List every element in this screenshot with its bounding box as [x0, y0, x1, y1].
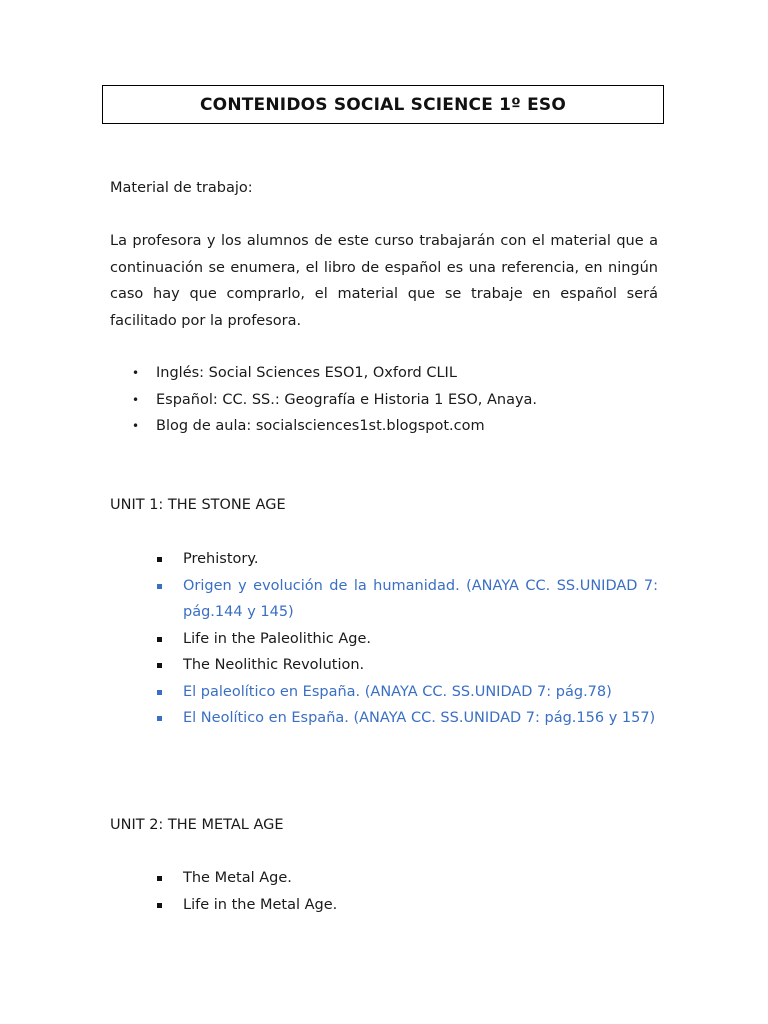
unit-2-topic: [110, 865, 658, 892]
materials-list-item: [110, 360, 658, 387]
unit-1-topic: [110, 546, 658, 573]
unit-1-topic: [110, 626, 658, 653]
unit-1-topic: [110, 652, 658, 679]
document-title: CONTENIDOS SOCIAL SCIENCE 1º ESO: [200, 94, 566, 115]
bullet-dot-icon: •: [132, 419, 140, 433]
materials-list: [110, 360, 658, 440]
bullet-square-icon: [157, 584, 162, 589]
unit-1-topic: [110, 679, 658, 706]
intro-paragraph: La profesora y los alumnos de este curso trabajarán con el material que a continuación se enumera, el libro de español es una referencia, en ningún caso hay que comprarlo, el material que se trabaje en español será facilitado por la profesora.: [110, 233, 658, 329]
materials-item-text: Inglés: Social Sciences ESO1, Oxford CLIL: [156, 365, 457, 381]
bullet-square-icon: [157, 903, 162, 908]
materials-list-item: [110, 413, 658, 440]
title-box: [102, 85, 664, 124]
unit-2-topic: [110, 892, 658, 919]
unit-2-topic-list: [110, 865, 658, 918]
topic-text: El paleolítico en España. (ANAYA CC. SS.UNIDAD 7: pág.78): [183, 683, 612, 700]
bullet-square-icon: [157, 876, 162, 881]
topic-text: Prehistory.: [183, 551, 259, 567]
intro-label: Material de trabajo:: [110, 180, 253, 196]
bullet-dot-icon: •: [132, 366, 140, 380]
bullet-square-icon: [157, 663, 162, 668]
topic-text: El Neolítico en España. (ANAYA CC. SS.UNIDAD 7: pág.156 y 157): [183, 710, 656, 726]
unit-1-topic: [110, 705, 658, 732]
bullet-square-icon: [157, 690, 162, 695]
topic-text: The Neolithic Revolution.: [183, 657, 365, 673]
materials-item-text: Español: CC. SS.: Geografía e Historia 1 ESO, Anaya.: [156, 391, 538, 408]
materials-item-text: Blog de aula: socialsciences1st.blogspot.com: [156, 418, 485, 434]
topic-text: Life in the Paleolithic Age.: [183, 630, 371, 647]
bullet-square-icon: [157, 557, 162, 562]
bullet-square-icon: [157, 716, 162, 721]
unit-2-heading: UNIT 2: THE METAL AGE: [110, 817, 284, 833]
bullet-square-icon: [157, 637, 162, 642]
topic-text: Life in the Metal Age.: [183, 896, 338, 913]
bullet-dot-icon: •: [132, 392, 140, 407]
unit-1-topic: [110, 573, 658, 626]
unit-1-heading: UNIT 1: THE STONE AGE: [110, 497, 286, 513]
topic-text: Origen y evolución de la humanidad. (ANAYA CC. SS.UNIDAD 7: pág.144 y 145): [183, 577, 658, 620]
topic-text: The Metal Age.: [183, 870, 292, 886]
unit-1-topic-list: [110, 546, 658, 732]
materials-list-item: [110, 387, 658, 414]
